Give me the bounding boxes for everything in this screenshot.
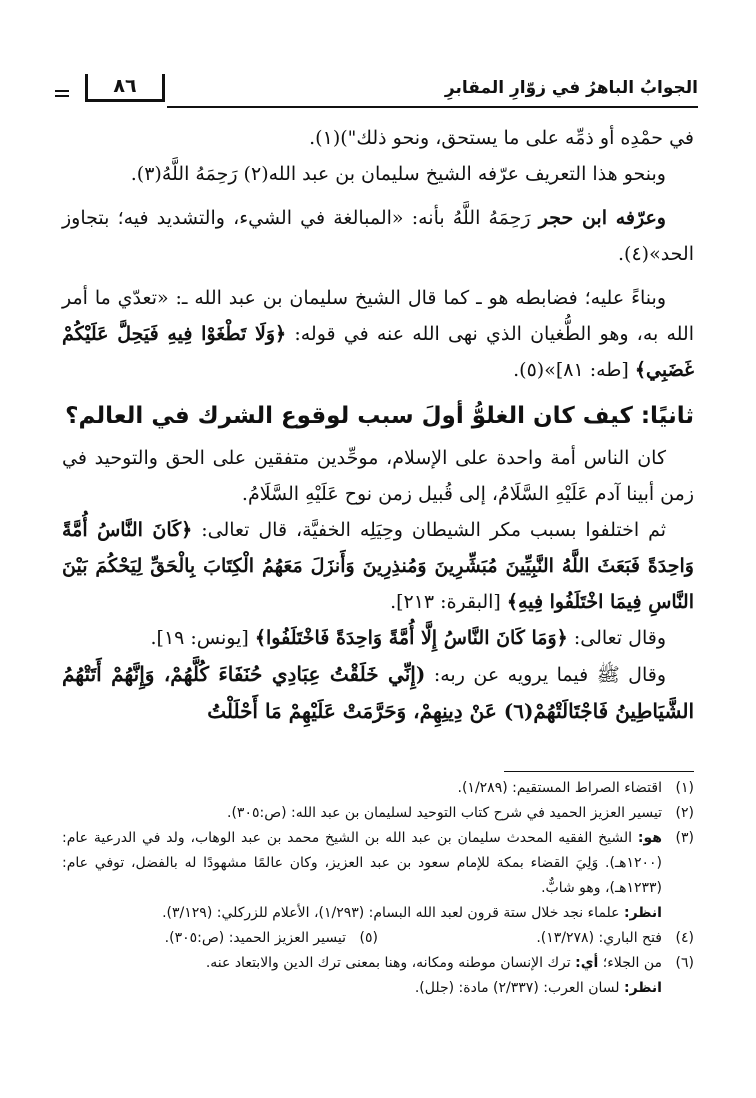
- footnote-label: هو:: [637, 830, 662, 846]
- footnote-6-see: [62, 976, 694, 1001]
- footnote-see-label: انظر:: [623, 980, 662, 996]
- footnote-number: (٦): [675, 955, 694, 971]
- footnote-4: [378, 926, 694, 951]
- paragraph-6: [62, 512, 694, 620]
- footnote-6: [62, 951, 694, 976]
- footnote-text: تيسير العزيز الحميد: (ص:٣٠٥).: [164, 930, 346, 946]
- running-header-title: الجوابُ الباهرُ في زوّارِ المقابرِ: [444, 78, 698, 98]
- quran-verse-taha: ﴿وَلَا تَطْغَوْا فِيهِ فَيَحِلَّ عَلَيْكُمْ غَضَبِي﴾: [62, 323, 694, 381]
- header-rule-bottom: [55, 95, 69, 97]
- footnote-3-see: [62, 901, 694, 926]
- footnote-text: [62, 826, 662, 901]
- quran-verse-yunus: ﴿وَمَا كَانَ النَّاسُ إِلَّا أُمَّةً وَاحِدَةً فَاخْتَلَفُوا﴾: [254, 627, 568, 649]
- footnote-number: (٣): [675, 830, 694, 846]
- footnote-see-label: انظر:: [623, 905, 662, 921]
- footnote-body: ترك الإنسان موطنه ومكانه، وهنا بمعنى ترك الدين والابتعاد عنه.: [205, 955, 576, 971]
- footnote-number: (٥): [359, 930, 378, 946]
- paragraph-gap: [62, 192, 694, 200]
- footnote-text: اقتضاء الصراط المستقيم: (١/٢٨٩).: [457, 780, 662, 796]
- footnote-text: تيسير العزيز الحميد في شرح كتاب التوحيد لسليمان بن عبد الله: (ص:٣٠٥).: [227, 805, 662, 821]
- paragraph-2: وبنحو هذا التعريف عرّفه الشيخ سليمان بن عبد الله(٢) رَحِمَهُ اللَّهُ(٣).: [130, 163, 666, 185]
- paragraph-7-text: وقال تعالى:: [573, 627, 666, 649]
- footnote-3: [62, 826, 694, 901]
- paragraph-5: كان الناس أمة واحدة على الإسلام، موحِّدين متفقين على الحق والتوحيد في زمن أبينا آدم عَلَيْهِ السَّلَامُ، إلى قُبيل زمن نوح عَلَيْهِ السَّلَامُ.: [62, 447, 694, 505]
- footnote-number: (٢): [675, 805, 694, 821]
- quran-ref-baqarah: [البقرة: ٢١٣].: [390, 591, 507, 613]
- footnote-separator: [504, 771, 694, 772]
- ibn-hajar-name: وعرّفه ابن حجر: [538, 207, 666, 229]
- footnote-text: [62, 951, 662, 976]
- footnote-4-5-row: [62, 926, 694, 951]
- footnote-text: فتح الباري: (١٣/٢٧٨).: [536, 930, 662, 946]
- page-number-box: [75, 74, 167, 104]
- footnotes: [62, 776, 694, 1001]
- header-rule-top: [55, 90, 69, 92]
- section-heading: ثانيًا: كيف كان الغلوُّ أولَ سبب لوقوع الشرك في العالم؟: [65, 403, 694, 429]
- quran-ref-taha: [طه: ٨١]»(٥).: [513, 359, 635, 381]
- footnote-body: من الجلاء؛: [598, 955, 662, 971]
- footnote-see-text: لسان العرب: (٢/٣٣٧) مادة: (جلل).: [414, 980, 624, 996]
- hadith-text: (إِنِّي خَلَقْتُ عِبَادِي حُنَفَاءَ كُلَّهُمْ، وَإِنَّهُمْ أَتَتْهُمُ الشَّيَاطِينُ فَاجْتَالَتْهُمْ(٦) عَنْ دِينِهِمْ، وَحَرَّمَتْ عَلَيْهِمْ مَا أَحْلَلْتُ: [62, 662, 694, 723]
- paragraph-3-text: رَحِمَهُ اللَّهُ بأنه: «المبالغة في الشيء، والتشديد فيه؛ بتجاوز الحد»(٤).: [62, 207, 694, 265]
- running-header: [55, 75, 698, 108]
- footnote-number: (٤): [675, 930, 694, 946]
- footnote-body: الشيخ الفقيه المحدث سليمان بن عبد الله بن الشيخ محمد بن عبد الوهاب، ولد في الدرعية عام: (١٢٠٠هـ). وَلِيَ القضاء بمكة للإمام سعود بن عبد العزيز، وكان عالمًا مشهودًا له بالفضل، توفي عام: (١٢٣٣هـ)، وهو شابٌّ.: [62, 830, 662, 896]
- footnote-see-text: علماء نجد خلال ستة قرون لعبد الله البسام: (١/٢٩٣)، الأعلام للزركلي: (٣/١٢٩).: [162, 905, 624, 921]
- paragraph-6-text: ثم اختلفوا بسبب مكر الشيطان وحِيَلِه الخفيَّة، قال تعالى:: [201, 519, 667, 541]
- footnote-5: [62, 926, 378, 951]
- paragraph-3: [62, 200, 694, 272]
- paragraph-8-text: وقال ﷺ فيما يرويه عن ربه:: [433, 664, 666, 686]
- main-text: [62, 120, 694, 730]
- quran-ref-yunus: [يونس: ١٩].: [150, 627, 255, 649]
- page-number: ٨٦: [113, 75, 137, 97]
- paragraph-gap: [62, 272, 694, 280]
- quran-verse-baqarah: ﴿كَانَ النَّاسُ أُمَّةً وَاحِدَةً فَبَعَثَ اللَّهُ النَّبِيِّينَ مُبَشِّرِينَ وَمُنذِرِينَ وَأَنزَلَ مَعَهُمُ الْكِتَابَ بِالْحَقِّ لِيَحْكُمَ بَيْنَ النَّاسِ فِيمَا اخْتَلَفُوا فِيهِ﴾: [62, 519, 694, 613]
- footnote-label: أي:: [575, 955, 599, 971]
- paragraph-1: في حمْدِه أو ذمِّه على ما يستحق، ونحو ذلك")(١).: [309, 127, 694, 149]
- paragraph-7: [62, 620, 694, 656]
- paragraph-4: [62, 280, 694, 388]
- paragraph-4-text: وبناءً عليه؛ فضابطه هو ـ كما قال الشيخ سليمان بن عبد الله ـ: «تعدّي ما أمر الله به، وهو الطُّغيان الذي نهى الله عنه في قوله:: [62, 287, 694, 345]
- paragraph-8: [62, 656, 694, 730]
- footnote-1: [62, 776, 694, 801]
- header-underline: [167, 106, 698, 108]
- footnote-number: (١): [675, 780, 694, 796]
- footnote-2: [62, 801, 694, 826]
